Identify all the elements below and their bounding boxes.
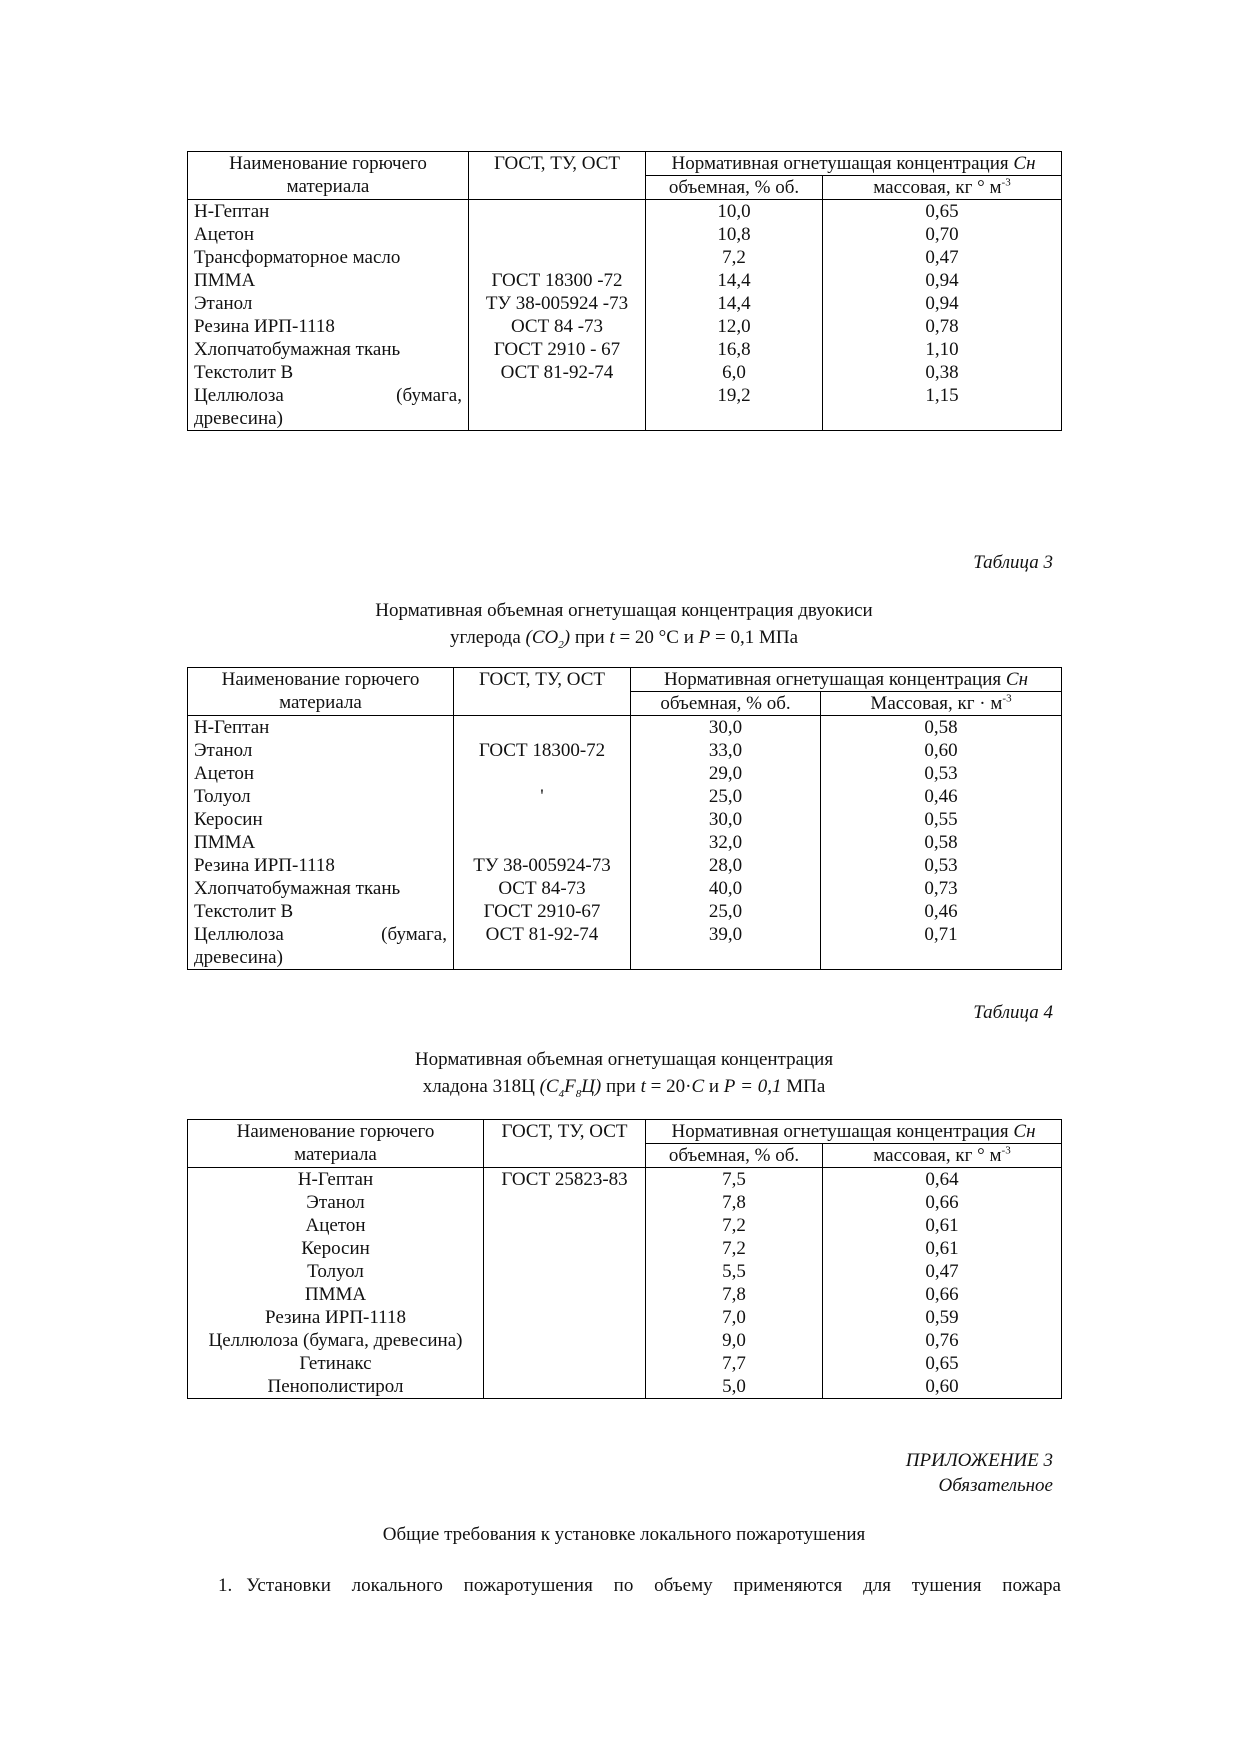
- table-row: Целлюлоза (бумага, древесина) ОСТ 81-92-74 39,0 0,71: [188, 923, 1062, 970]
- table-row: Ацетон 10,8 0,70: [188, 223, 1062, 246]
- table-row: Хлопчатобумажная ткань ГОСТ 2910 - 67 16,8 1,10: [188, 338, 1062, 361]
- table4-label: Таблица 4: [973, 1002, 1053, 1023]
- table-3: [187, 667, 1062, 970]
- table-row: Ацетон 29,0 0,53: [188, 762, 1062, 785]
- col-header-norm: Нормативная огнетушащая концентрация Сн: [631, 668, 1062, 692]
- table-row: Пенополистирол 5,0 0,60: [188, 1375, 1062, 1399]
- appendix-paragraph: 1. Установки локального пожаротушения по объему применяются для тушения пожара: [218, 1575, 1061, 1596]
- col-header-vol: объемная, % об.: [631, 692, 821, 716]
- col-header-norm: Нормативная огнетушащая концентрация Сн: [646, 152, 1062, 176]
- table-row: Керосин 7,2 0,61: [188, 1237, 1062, 1260]
- table-row: Этанол ТУ 38-005924 -73 14,4 0,94: [188, 292, 1062, 315]
- table-row: Ацетон 7,2 0,61: [188, 1214, 1062, 1237]
- table-4: [187, 1119, 1062, 1399]
- table-row: Текстолит В ОСТ 81-92-74 6,0 0,38: [188, 361, 1062, 384]
- col-header-mass: массовая, кг ° $м^{-3}$: [823, 1144, 1062, 1168]
- table-row: Хлопчатобумажная ткань ОСТ 84-73 40,0 0,73: [188, 877, 1062, 900]
- table-row: Н-Гептан ГОСТ 25823-83 7,5 0,64: [188, 1168, 1062, 1192]
- table3-label: Таблица 3: [973, 552, 1053, 573]
- col-header-vol: объемная, % об.: [646, 1144, 823, 1168]
- col-header-gost: ГОСТ, ТУ, ОСТ: [469, 152, 646, 200]
- table4-caption: Нормативная объемная огнетушащая концентрация хладона 318Ц $(C_4F_8Ц)$ при t = 20·С и Р = 0,1 МПа: [414, 1049, 834, 1100]
- col-header-material: Наименование горючего материала: [188, 668, 454, 716]
- col-header-mass: массовая, кг ° $м^{-3}$: [823, 176, 1062, 200]
- col-header-gost: ГОСТ, ТУ, ОСТ: [454, 668, 631, 716]
- appendix-subtitle: Обязательное: [938, 1475, 1053, 1496]
- table-row: Целлюлоза (бумага, древесина) 19,2 1,15: [188, 384, 1062, 431]
- table-continued: [187, 151, 1062, 431]
- appendix-title: ПРИЛОЖЕНИЕ 3: [905, 1450, 1053, 1471]
- table-row: Текстолит В ГОСТ 2910-67 25,0 0,46: [188, 900, 1062, 923]
- table-row: Резина ИРП-1118 ТУ 38-005924-73 28,0 0,53: [188, 854, 1062, 877]
- col-header-mass: Массовая, кг · $м^{-3}$: [821, 692, 1062, 716]
- table-row: Резина ИРП-1118 7,0 0,59: [188, 1306, 1062, 1329]
- table-row: Н-Гептан 30,0 0,58: [188, 716, 1062, 740]
- table-row: Целлюлоза (бумага, древесина) 9,0 0,76: [188, 1329, 1062, 1352]
- table-row: Толуол 5,5 0,47: [188, 1260, 1062, 1283]
- table-row: Этанол 7,8 0,66: [188, 1191, 1062, 1214]
- table-row: Резина ИРП-1118 ОСТ 84 -73 12,0 0,78: [188, 315, 1062, 338]
- col-header-material: Наименование горючего материала: [188, 1120, 484, 1168]
- col-header-gost: ГОСТ, ТУ, ОСТ: [484, 1120, 646, 1168]
- table-row: Керосин 30,0 0,55: [188, 808, 1062, 831]
- table-row: Гетинакс 7,7 0,65: [188, 1352, 1062, 1375]
- appendix-heading: Общие требования к установке локального пожаротушения: [382, 1524, 866, 1545]
- table3-caption: Нормативная объемная огнетушащая концентрация двуокиси углерода $(СО_2)$ при t = 20 °С и Р = 0,1 МПа: [375, 600, 873, 651]
- col-header-vol: объемная, % об.: [646, 176, 823, 200]
- table-row: ПММА 32,0 0,58: [188, 831, 1062, 854]
- table-row: Этанол ГОСТ 18300-72 33,0 0,60: [188, 739, 1062, 762]
- col-header-material: Наименование горючего материала: [188, 152, 469, 200]
- table-row: Н-Гептан 10,0 0,65: [188, 200, 1062, 224]
- col-header-norm: Нормативная огнетушащая концентрация Сн: [646, 1120, 1062, 1144]
- table-row: Трансформаторное масло 7,2 0,47: [188, 246, 1062, 269]
- table-row: ПММА ГОСТ 18300 -72 14,4 0,94: [188, 269, 1062, 292]
- table-row: Толуол ' 25,0 0,46: [188, 785, 1062, 808]
- table-row: ПММА 7,8 0,66: [188, 1283, 1062, 1306]
